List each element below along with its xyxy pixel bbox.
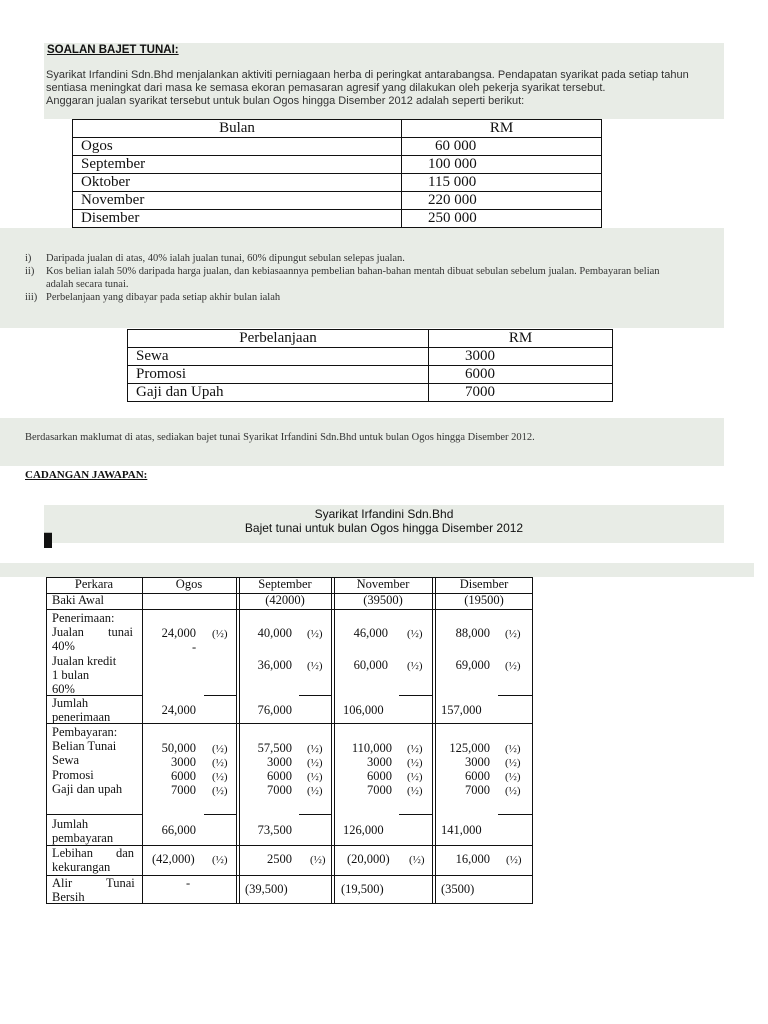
notes [25, 252, 660, 304]
expense-amount: 6000 [429, 366, 613, 384]
jualan-tunai-september: 40,000 [257, 626, 292, 640]
gaji-disember: 7000 [465, 783, 490, 797]
question-heading: SOALAN BAJET TUNAI: [47, 44, 179, 56]
half-mark: (½) [212, 854, 228, 866]
jualan-kredit-label-a: Jualan kredit [52, 654, 117, 668]
jumlah-penerimaan-label-b: penerimaan [52, 710, 111, 724]
sales-amount: 115 000 [402, 174, 602, 192]
note-2-text-cont: adalah secara tunai. [46, 279, 129, 290]
sales-month: September [73, 156, 402, 174]
sales-amount: 250 000 [402, 210, 602, 228]
sales-amount: 60 000 [402, 138, 602, 156]
jualan-kredit-label-c: 60% [52, 682, 75, 696]
instruction: Berdasarkan maklumat di atas, sediakan bajet tunai Syarikat Irfandini Sdn.Bhd untuk bulan Ogos hingga Disember 2012. [25, 432, 535, 443]
alir-tunai-label-c: Bersih [52, 890, 85, 904]
table-row [73, 138, 602, 156]
note-2-number: ii) [25, 266, 35, 277]
gaji-november: 7000 [367, 783, 392, 797]
gaji-september: 7000 [267, 783, 292, 797]
budget-header-item: Perkara [74, 577, 114, 591]
note-3-text: Perbelanjaan yang dibayar pada setiap akhir bulan ialah [46, 292, 281, 303]
alir-tunai-september: (39,500) [245, 882, 288, 896]
belian-tunai-label: Belian Tunai [52, 739, 117, 753]
question-intro-3: Anggaran jualan syarikat tersebut untuk bulan Ogos hingga Disember 2012 adalah seperti berikut: [46, 95, 525, 107]
gaji-ogos: 7000 [171, 783, 196, 797]
lebihan-label-c: kekurangan [52, 860, 111, 874]
belian-september: 57,500 [257, 741, 292, 755]
sales-header-rm: RM [402, 120, 602, 138]
table-row [73, 192, 602, 210]
sewa-ogos: 3000 [171, 755, 196, 769]
sewa-disember: 3000 [465, 755, 490, 769]
half-mark: (½) [407, 660, 423, 672]
half-mark: (½) [505, 743, 521, 755]
expense-amount: 3000 [429, 348, 613, 366]
budget-header-september: September [258, 577, 312, 591]
belian-november: 110,000 [351, 741, 392, 755]
lebihan-label-b: dan [116, 846, 135, 860]
jumlah-penerimaan-label-a: Jumlah [52, 696, 89, 710]
lebihan-label-a: Lebihan [52, 846, 93, 860]
question-intro-1: Syarikat Irfandini Sdn.Bhd menjalankan aktiviti perniagaan herba di peringkat antarabangsa. Pendapatan syarikat pada setiap tahun [46, 69, 689, 81]
lebihan-ogos: (42,000) [152, 852, 195, 866]
half-mark: (½) [407, 771, 423, 783]
table-row [128, 366, 613, 384]
belian-disember: 125,000 [449, 741, 490, 755]
promosi-disember: 6000 [465, 769, 490, 783]
half-mark: (½) [505, 757, 521, 769]
gaji-label: Gaji dan upah [52, 782, 123, 796]
jumlah-penerimaan-ogos: 24,000 [161, 703, 196, 717]
half-mark: (½) [212, 743, 228, 755]
alir-tunai-label-b: Tunai [106, 876, 135, 890]
jualan-tunai-label-b: tunai [108, 625, 133, 639]
sales-table [72, 119, 602, 228]
sales-month: Oktober [73, 174, 402, 192]
penerimaan-label: Penerimaan: [52, 611, 115, 625]
expense-header-rm: RM [429, 330, 613, 348]
table-row [128, 330, 613, 348]
jumlah-pembayaran-november: 126,000 [343, 823, 384, 837]
baki-awal-disember: (19500) [464, 593, 504, 607]
half-mark: (½) [307, 628, 323, 640]
sewa-november: 3000 [367, 755, 392, 769]
belian-ogos: 50,000 [161, 741, 196, 755]
half-mark: (½) [505, 785, 521, 797]
jumlah-penerimaan-september: 76,000 [257, 703, 292, 717]
budget-title-period: Bajet tunai untuk bulan Ogos hingga Disember 2012 [244, 521, 524, 535]
jumlah-pembayaran-label-b: pembayaran [52, 831, 114, 845]
baki-awal-september: (42000) [265, 593, 305, 607]
half-mark: (½) [307, 660, 323, 672]
half-mark: (½) [505, 628, 521, 640]
expense-item: Sewa [128, 348, 429, 366]
sales-header-month: Bulan [73, 120, 402, 138]
expense-item: Gaji dan Upah [128, 384, 429, 402]
jualan-tunai-november: 46,000 [353, 626, 388, 640]
table-row [128, 384, 613, 402]
baki-awal-november: (39500) [363, 593, 403, 607]
jualan-tunai-ogos-dash: - [192, 640, 197, 654]
sewa-september: 3000 [267, 755, 292, 769]
expense-item: Promosi [128, 366, 429, 384]
table-row [73, 156, 602, 174]
half-mark: (½) [505, 660, 521, 672]
half-mark: (½) [307, 785, 323, 797]
half-mark: (½) [409, 854, 425, 866]
table-row [73, 174, 602, 192]
table-row [73, 210, 602, 228]
half-mark: (½) [407, 757, 423, 769]
budget-header-november: November [356, 577, 410, 591]
half-mark: (½) [310, 854, 326, 866]
half-mark: (½) [212, 628, 228, 640]
answer-heading: CADANGAN JAWAPAN: [25, 469, 148, 481]
promosi-ogos: 6000 [171, 769, 196, 783]
sales-amount: 100 000 [402, 156, 602, 174]
sales-amount: 220 000 [402, 192, 602, 210]
jumlah-pembayaran-september: 73,500 [257, 823, 292, 837]
half-mark: (½) [407, 743, 423, 755]
expense-header-item: Perbelanjaan [128, 330, 429, 348]
promosi-label: Promosi [52, 768, 94, 782]
alir-tunai-november: (19,500) [341, 882, 384, 896]
budget-table [46, 577, 533, 904]
band-table-top [0, 563, 754, 577]
jumlah-pembayaran-disember: 141,000 [441, 823, 482, 837]
lebihan-november: (20,000) [347, 852, 390, 866]
half-mark: (½) [212, 757, 228, 769]
expense-table [127, 329, 613, 402]
half-mark: (½) [505, 771, 521, 783]
table-row [128, 348, 613, 366]
budget-header-ogos: Ogos [175, 577, 203, 591]
jualan-kredit-disember: 69,000 [455, 658, 490, 672]
lebihan-september: 2500 [267, 852, 292, 866]
sales-month: Disember [73, 210, 402, 228]
jualan-kredit-label-b: 1 bulan [52, 668, 90, 682]
half-mark: (½) [212, 771, 228, 783]
sales-month: Ogos [73, 138, 402, 156]
half-mark: (½) [307, 743, 323, 755]
sewa-label: Sewa [52, 753, 80, 767]
alir-tunai-ogos: - [186, 876, 191, 890]
expense-amount: 7000 [429, 384, 613, 402]
half-mark: (½) [307, 771, 323, 783]
jumlah-pembayaran-label-a: Jumlah [52, 817, 89, 831]
half-mark: (½) [506, 854, 522, 866]
note-2-text: Kos belian ialah 50% daripada harga jualan, dan kebiasaannya pembelian bahan-bahan mentah dibuat sebulan sebelum jualan. Pembayaran belian [46, 266, 660, 277]
alir-tunai-disember: (3500) [441, 882, 475, 896]
note-1-number: i) [25, 253, 32, 264]
jualan-tunai-disember: 88,000 [455, 626, 490, 640]
jumlah-penerimaan-disember: 157,000 [441, 703, 482, 717]
question-intro-2: sentiasa meningkat dari masa ke semasa ekoran pemasaran agresif yang dilakukan oleh pekerja syarikat tersebut. [46, 82, 606, 94]
half-mark: (½) [407, 785, 423, 797]
budget-header-disember: Disember [459, 577, 509, 591]
jualan-tunai-ogos: 24,000 [161, 626, 196, 640]
pembayaran-label: Pembayaran: [52, 725, 118, 739]
note-3-number: iii) [25, 292, 38, 303]
note-1-text: Daripada jualan di atas, 40% ialah jualan tunai, 60% dipungut sebulan selepas jualan. [46, 253, 405, 264]
jualan-kredit-september: 36,000 [257, 658, 292, 672]
lebihan-disember: 16,000 [455, 852, 490, 866]
half-mark: (½) [407, 628, 423, 640]
alir-tunai-label-a: Alir [52, 876, 73, 890]
jumlah-penerimaan-november: 106,000 [343, 703, 384, 717]
baki-awal-label: Baki Awal [52, 593, 104, 607]
promosi-november: 6000 [367, 769, 392, 783]
budget-title-company: Syarikat Irfandini Sdn.Bhd [314, 507, 454, 521]
half-mark: (½) [212, 785, 228, 797]
jumlah-pembayaran-ogos: 66,000 [161, 823, 196, 837]
sales-month: November [73, 192, 402, 210]
jualan-kredit-november: 60,000 [353, 658, 388, 672]
jualan-tunai-label-a: Jualan [52, 625, 84, 639]
promosi-september: 6000 [267, 769, 292, 783]
jualan-tunai-label-c: 40% [52, 639, 75, 653]
table-row [73, 120, 602, 138]
half-mark: (½) [307, 757, 323, 769]
